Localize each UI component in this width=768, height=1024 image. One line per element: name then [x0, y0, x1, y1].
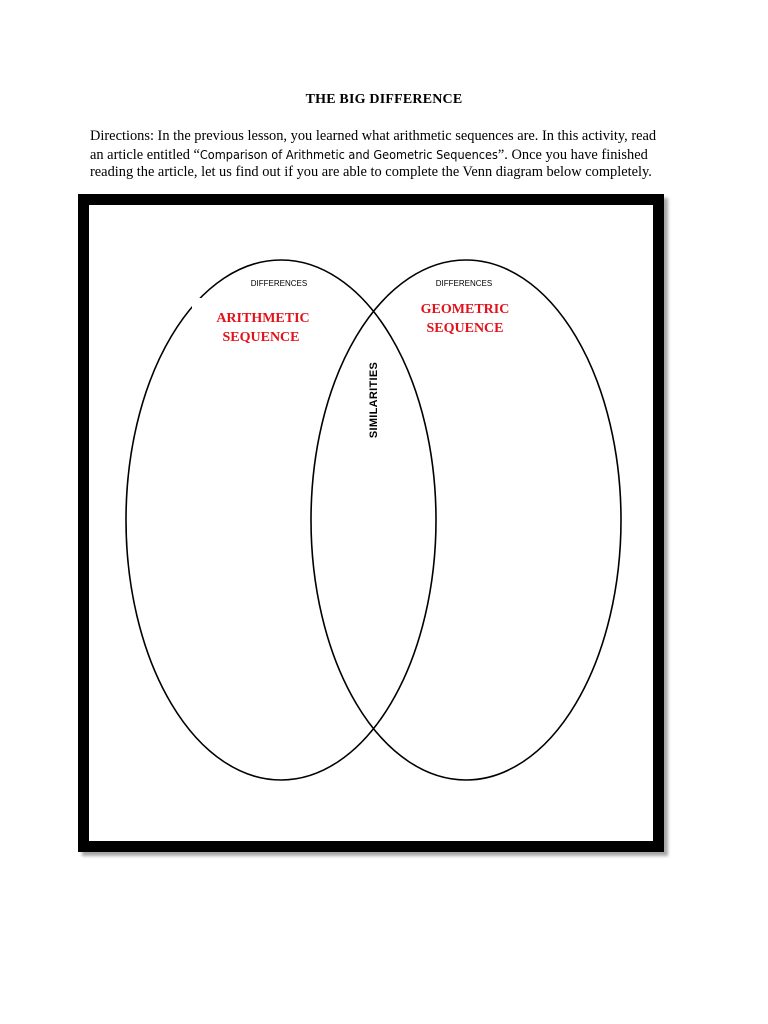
directions-line-1: Directions: In the previous lesson, you learned what arithmetic sequences are. In this activity, read [90, 128, 657, 144]
directions-line-3: reading the article, let us find out if you are able to complete the Venn diagram below completely. [90, 164, 652, 180]
geometric-label-line-2: SEQUENCE [426, 321, 504, 336]
geometric-label-line-1: GEOMETRIC [420, 302, 510, 317]
directions-line-2 [90, 146, 690, 165]
directions-paragraph [90, 128, 690, 182]
arithmetic-label-line-1: ARITHMETIC [216, 311, 310, 326]
right-differences-label: DIFFERENCES [435, 279, 493, 288]
venn-diagram [89, 205, 653, 841]
page-title: THE BIG DIFFERENCE [305, 92, 463, 107]
arithmetic-label-line-2: SEQUENCE [222, 330, 300, 345]
right-ellipse [311, 260, 621, 780]
venn-diagram-frame [78, 194, 664, 852]
directions-line-2-start: an article entitled “ [90, 146, 200, 163]
article-title: Comparison of Arithmetic and Geometric Sequences [199, 146, 498, 162]
left-differences-label: DIFFERENCES [250, 279, 308, 288]
directions-line-2-end: ”. Once you have finished [497, 146, 648, 163]
similarities-label: SIMILARITIES [368, 361, 380, 439]
